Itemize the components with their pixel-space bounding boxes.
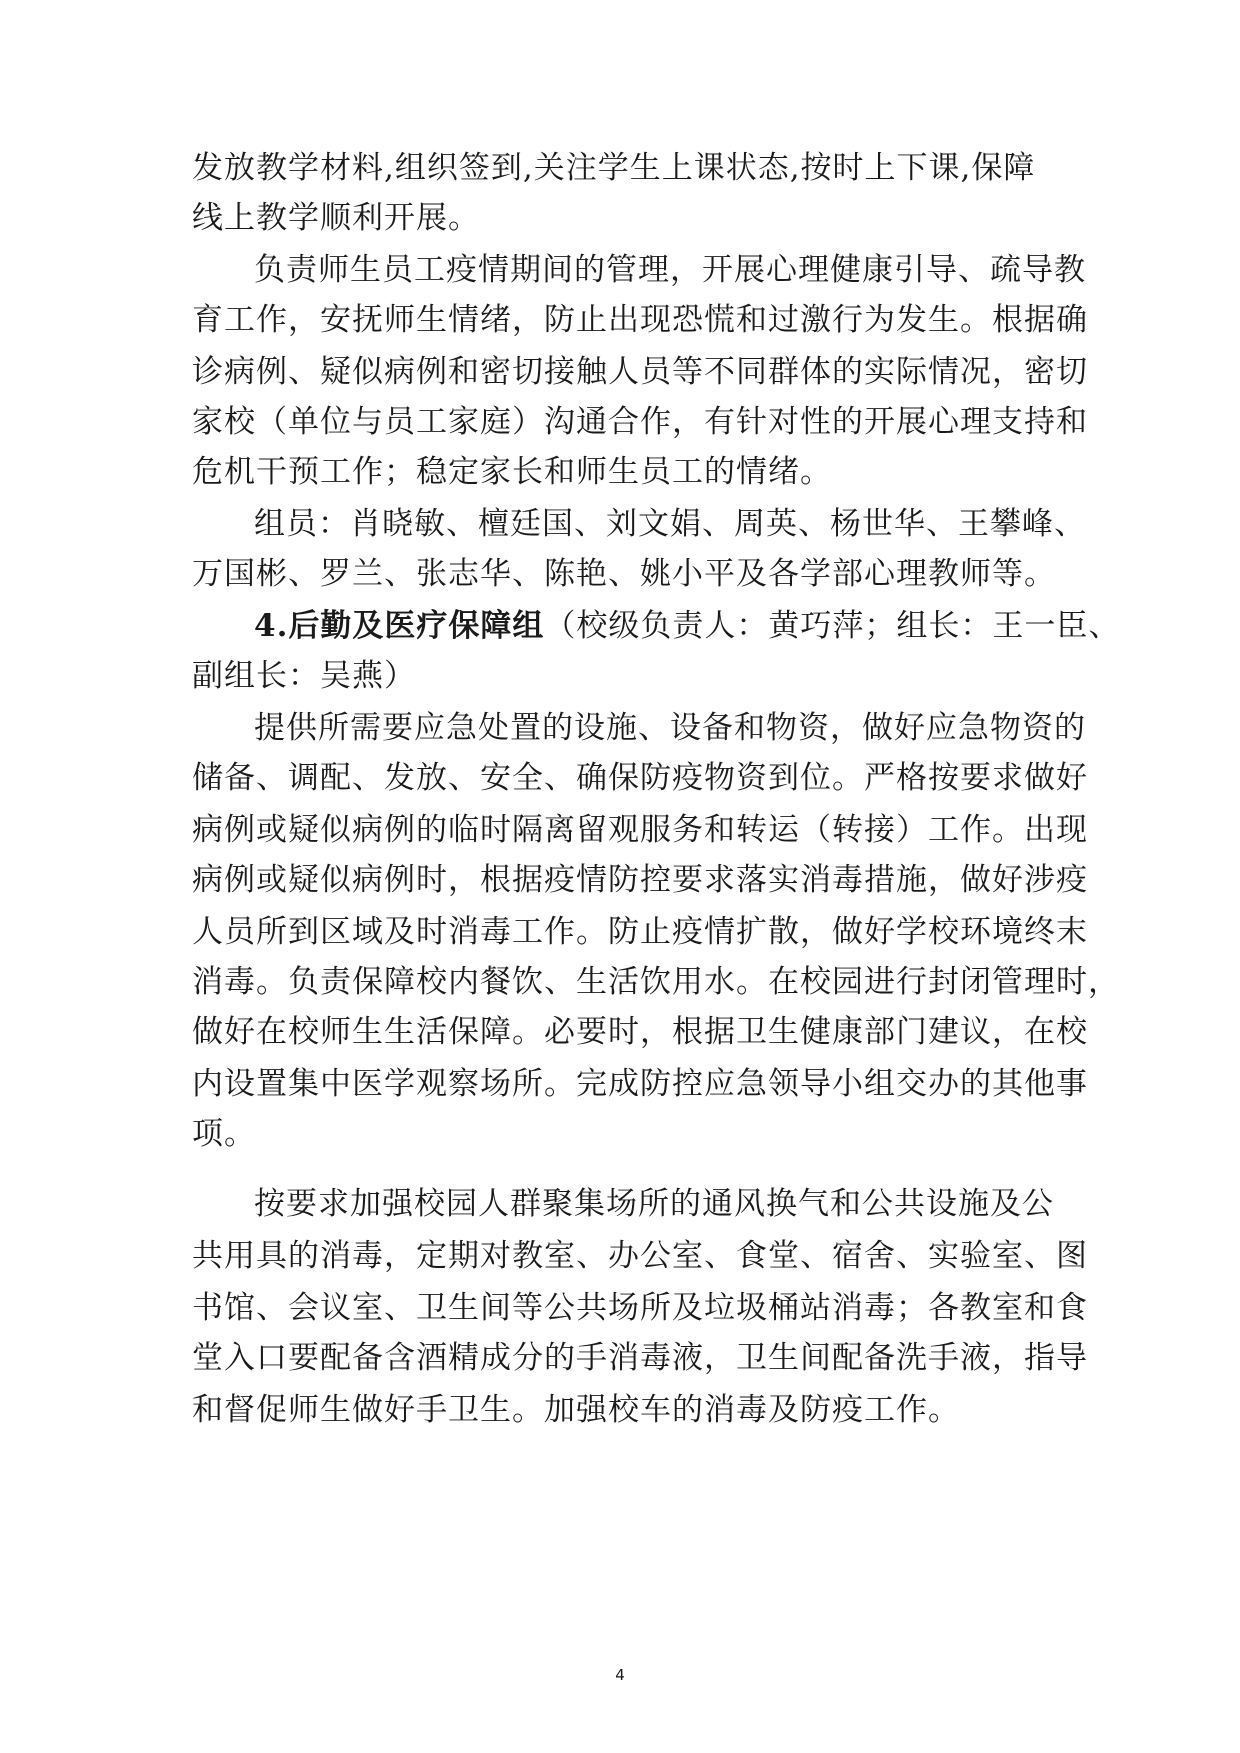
paragraph-line: 诊病例、疑似病例和密切接触人员等不同群体的实际情况，密切 <box>192 354 1088 390</box>
paragraph-line: 病例或疑似病例时，根据疫情防控要求落实消毒措施，做好涉疫 <box>192 862 1088 898</box>
section-heading-detail: （校级负责人：黄巧萍；组长：王一臣、 <box>544 608 1121 644</box>
paragraph-line: 内设置集中医学观察场所。完成防控应急领导小组交办的其他事 <box>192 1066 1088 1102</box>
paragraph-line: 组员：肖晓敏、檀廷国、刘文娟、周英、杨世华、王攀峰、 <box>254 506 1086 542</box>
paragraph-line: 负责师生员工疫情期间的管理，开展心理健康引导、疏导教 <box>254 252 1086 288</box>
section-heading <box>254 606 1120 646</box>
paragraph-line: 病例或疑似病例的临时隔离留观服务和转运（转接）工作。出现 <box>192 812 1088 848</box>
paragraph-line: 共用具的消毒，定期对教室、办公室、食堂、宿舍、实验室、图 <box>192 1238 1088 1274</box>
paragraph-line: 家校（单位与员工家庭）沟通合作，有针对性的开展心理支持和 <box>192 404 1088 440</box>
paragraph-line: 副组长：吴燕） <box>192 658 416 694</box>
paragraph-line: 按要求加强校园人群聚集场所的通风换气和公共设施及公 <box>254 1186 1054 1222</box>
paragraph-line: 做好在校师生生活保障。必要时，根据卫生健康部门建议，在校 <box>192 1014 1088 1050</box>
paragraph-line: 发放教学材料,组织签到,关注学生上课状态,按时上下课,保障 <box>192 150 1036 186</box>
paragraph-line: 人员所到区域及时消毒工作。防止疫情扩散，做好学校环境终末 <box>192 914 1088 950</box>
page-number: 4 <box>615 1666 625 1684</box>
paragraph-line: 提供所需要应急处置的设施、设备和物资，做好应急物资的 <box>254 710 1086 746</box>
paragraph-line: 书馆、会议室、卫生间等公共场所及垃圾桶站消毒；各教室和食 <box>192 1290 1088 1326</box>
paragraph-line: 线上教学顺利开展。 <box>192 200 480 236</box>
paragraph-line: 危机干预工作；稳定家长和师生员工的情绪。 <box>192 454 832 490</box>
paragraph-line: 堂入口要配备含酒精成分的手消毒液，卫生间配备洗手液，指导 <box>192 1340 1088 1376</box>
paragraph-line: 消毒。负责保障校内餐饮、生活饮用水。在校园进行封闭管理时， <box>192 964 1120 1000</box>
section-heading-title: 4.后勤及医疗保障组 <box>254 608 545 644</box>
paragraph-line: 万国彬、罗兰、张志华、陈艳、姚小平及各学部心理教师等。 <box>192 556 1056 592</box>
paragraph-line: 项。 <box>192 1116 256 1152</box>
paragraph-line: 育工作，安抚师生情绪，防止出现恐慌和过激行为发生。根据确 <box>192 302 1088 338</box>
paragraph-line: 和督促师生做好手卫生。加强校车的消毒及防疫工作。 <box>192 1392 960 1428</box>
paragraph-line: 储备、调配、发放、安全、确保防疫物资到位。严格按要求做好 <box>192 760 1088 796</box>
